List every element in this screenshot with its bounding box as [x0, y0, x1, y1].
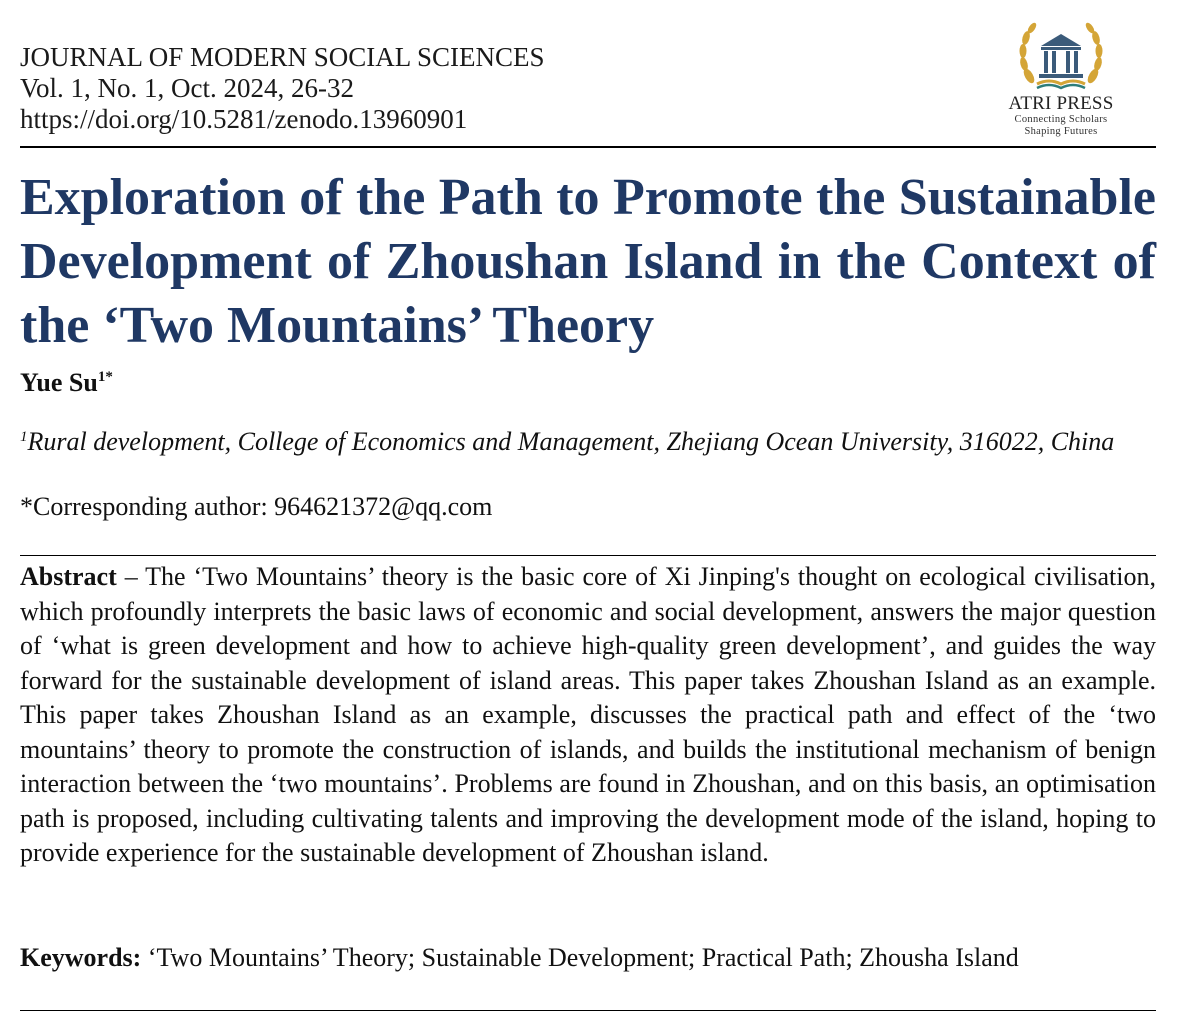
laurel-building-icon [1013, 20, 1109, 92]
keywords-label: Keywords: [20, 943, 142, 972]
abstract [20, 560, 1156, 871]
abstract-label: Abstract [20, 562, 117, 591]
keywords [20, 941, 1156, 975]
article-title: Exploration of the Path to Promote the Sustainable Development of Zhoushan Island in the Context of the ‘Two Mountains’ Theory [20, 169, 1156, 354]
abstract-top-divider [20, 555, 1156, 556]
affiliation-superscript: 1 [20, 429, 28, 445]
author-name: Yue Su [20, 368, 98, 397]
journal-name: JOURNAL OF MODERN SOCIAL SCIENCES [20, 42, 545, 72]
header-divider [20, 146, 1156, 148]
affiliation [20, 420, 1160, 459]
abstract-bottom-divider [20, 1010, 1156, 1011]
publisher-name: ATRI PRESS [1008, 93, 1114, 114]
affiliation-text: Rural development, College of Economics and Management, Zhejiang Ocean University, 316022, China [27, 427, 1115, 456]
keywords-text: ‘Two Mountains’ Theory; Sustainable Development; Practical Path; Zhousha Island [147, 943, 1019, 972]
journal-header [20, 42, 545, 135]
journal-volume: Vol. 1, No. 1, Oct. 2024, 26-32 [20, 73, 354, 103]
author-line [20, 368, 113, 398]
abstract-separator: – [116, 562, 146, 591]
corresponding-author: *Corresponding author: 964621372@qq.com [20, 492, 493, 521]
author-superscript: 1* [97, 369, 113, 385]
publisher-tagline-1: Connecting Scholars [1014, 114, 1108, 125]
publisher-tagline-2: Shaping Futures [1024, 126, 1098, 137]
abstract-text: The ‘Two Mountains’ theory is the basic core of Xi Jinping's thought on ecological civilisation, which profoundly interprets the basic laws of economic and social development, answers the major question of ‘what is green development and how to achieve high-quality green development’, and guides the way forward for the sustainable development of island areas. This paper takes Zhoushan Island as an example. This paper takes Zhoushan Island as an example, discusses the practical path and effect of the ‘two mountains’ theory to promote the construction of islands, and builds the institutional mechanism of benign interaction between the ‘two mountains’. Problems are found in Zhoushan, and on this basis, an optimisation path is proposed, including cultivating talents and improving the development mode of the island, hoping to provide experience for the sustainable development of Zhoushan island. [20, 562, 1156, 867]
publisher-logo [996, 20, 1126, 150]
journal-doi[interactable]: https://doi.org/10.5281/zenodo.13960901 [20, 104, 468, 134]
